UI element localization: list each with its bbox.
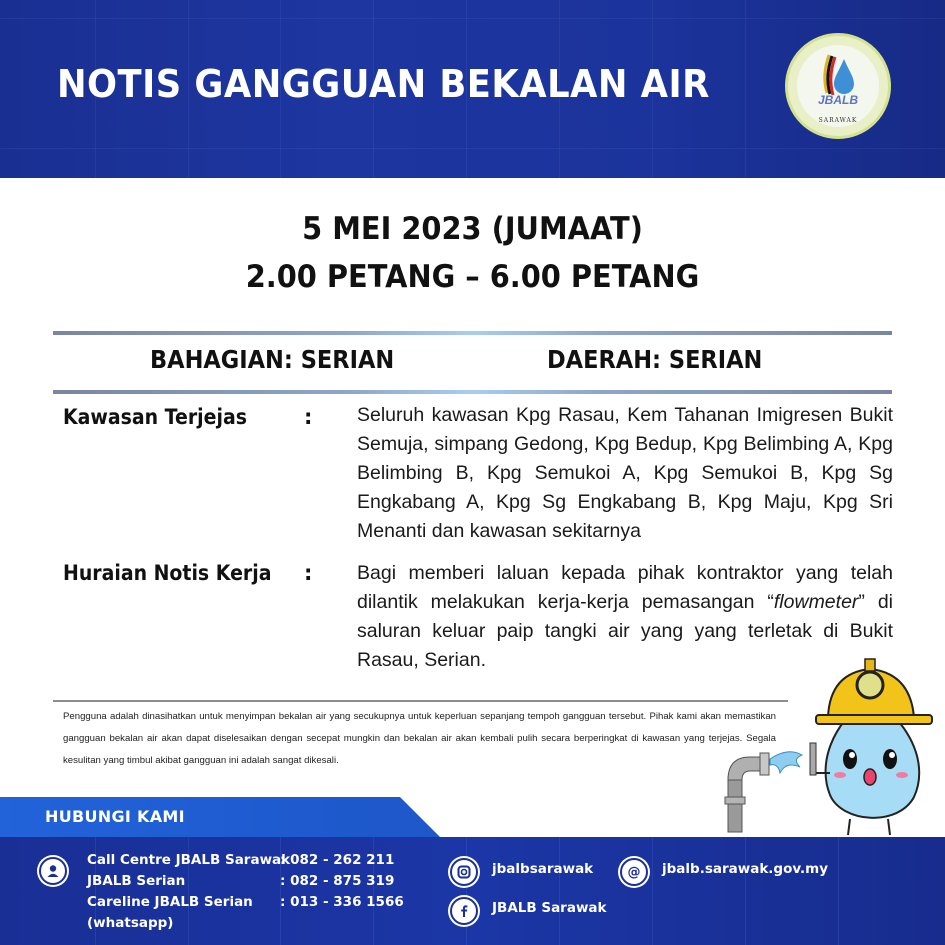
instagram-handle[interactable]: jbalbsarawak [492, 861, 594, 877]
work-description-colon: : [304, 561, 313, 585]
work-text-after: ” di saluran keluar paip tangki air yang yang terletak di Bukit Rasau, Serian. [357, 591, 893, 671]
phone-contact-name-1: Call Centre JBALB Sarawak [87, 852, 291, 868]
divider-top [53, 331, 892, 335]
logo-acronym: JBALB [817, 93, 858, 107]
advisory-divider [53, 700, 788, 702]
divider-bottom [53, 390, 892, 394]
grid-line [745, 0, 746, 178]
work-text-italic: flowmeter [773, 591, 859, 613]
division-label: BAHAGIAN: SERIAN [150, 345, 395, 374]
grid-line [652, 837, 653, 945]
phone-contact-note: (whatsapp) [87, 915, 174, 931]
phone-contact-number-2[interactable]: : 082 - 875 319 [280, 873, 395, 889]
district-label: DAERAH: SERIAN [547, 345, 763, 374]
phone-contact-name-2: JBALB Serian [87, 873, 186, 889]
phone-contact-number-3[interactable]: : 013 - 336 1566 [280, 894, 404, 910]
contact-section-title: HUBUNGI KAMI [45, 807, 185, 826]
water-drop-mascot-illustration [710, 655, 945, 840]
interruption-time: 2.00 PETANG – 6.00 PETANG [245, 259, 700, 295]
affected-area-text: Seluruh kawasan Kpg Rasau, Kem Tahanan Imigresen Bukit Semuja, simpang Gedong, Kpg Bedup, Kpg Belimbing A, Kpg Belimbing B, Kpg Semukoi A, Kpg Semukoi B, Kpg Sg Engkabang A, Kpg Sg Engkabang B, Kpg Maju, Kpg Sri Menanti dan kawasan sekitarnya [357, 404, 893, 542]
header-banner [0, 0, 945, 178]
advisory-text: Pengguna adalah dinasihatkan untuk menyimpan bekalan air yang secukupnya untuk keperluan sepanjang tempoh gangguan tersebut. Pihak kami akan memastikan gangguan bekalan air akan dapat diselesaikan dengan secepat mungkin dan bekalan air akan kembali pulih secara berperingkat di kawasan yang terjejas. Segala kesulitan yang timbul akibat gangguan ini adalah sangat dikesali. [63, 711, 776, 766]
jbalb-logo [785, 33, 891, 139]
facebook-icon[interactable] [450, 897, 478, 925]
schedule-block [0, 205, 945, 301]
grid-line [0, 148, 945, 149]
facebook-page[interactable]: JBALB Sarawak [492, 900, 607, 916]
affected-area-label: Kawasan Terjejas [63, 405, 247, 429]
phone-contact-name-3: Careline JBALB Serian [87, 894, 253, 910]
grid-line [559, 837, 560, 945]
at-sign-icon[interactable]: @ [620, 858, 648, 886]
logo-badge [797, 45, 879, 127]
work-description-label: Huraian Notis Kerja [63, 561, 272, 585]
person-icon [39, 857, 67, 885]
grid-line [0, 18, 945, 19]
interruption-date: 5 MEI 2023 (JUMAAT) [302, 211, 643, 247]
affected-area-colon: : [304, 405, 313, 429]
region-row [53, 336, 892, 388]
work-text-before: Bagi memberi laluan kepada pihak kontraktor yang telah dilantik melakukan kerja-kerja pemasangan “ [357, 562, 893, 613]
phone-contact-number-1[interactable]: : 082 - 262 211 [280, 852, 395, 868]
website-link[interactable]: jbalb.sarawak.gov.my [662, 861, 829, 877]
grid-line [466, 837, 467, 945]
grid-line [838, 837, 839, 945]
page-title: NOTIS GANGGUAN BEKALAN AIR [57, 62, 710, 106]
logo-ring-bottom: SARAWAK [818, 117, 858, 124]
grid-line [745, 837, 746, 945]
instagram-icon[interactable] [450, 858, 478, 886]
